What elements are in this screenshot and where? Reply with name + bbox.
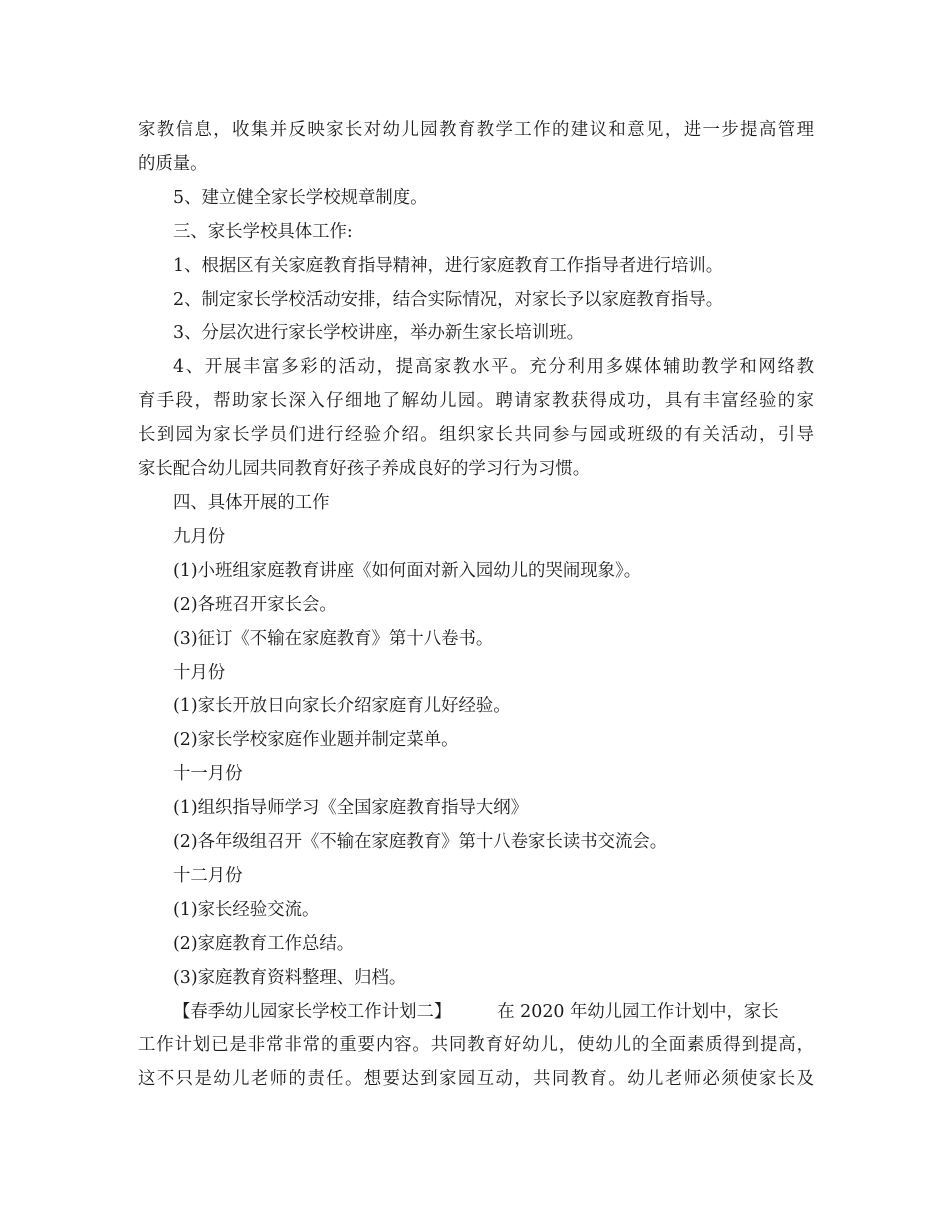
- text-line-6: 2、制定家长学校活动安排，结合实际情况，对家长予以家庭教育指导。: [173, 289, 724, 310]
- month-heading-december: 十二月份: [173, 865, 243, 886]
- text-line-7: 3、分层次进行家长学校讲座，举办新生家长培训班。: [173, 323, 585, 344]
- text-line-8: 4、开展丰富多彩的活动，提高家教水平。充分利用多媒体辅助教学和网络教: [173, 357, 814, 378]
- list-item: (2)家长学校家庭作业题并制定菜单。: [173, 730, 459, 751]
- document-body: [138, 114, 814, 1097]
- text-line-2: 的质量。: [138, 153, 208, 174]
- text-line-9: 育手段，帮助家长深入仔细地了解幼儿园。聘请家教获得成功，具有丰富经验的家: [138, 391, 814, 412]
- plan-two-line: [138, 996, 814, 1030]
- list-item: (3)家庭教育资料整理、归档。: [173, 967, 407, 988]
- text-line-11: 家长配合幼儿园共同教育好孩子养成良好的学习行为习惯。: [138, 459, 591, 480]
- list-item: (2)各班召开家长会。: [173, 594, 337, 615]
- text-line-3: 5、建立健全家长学校规章制度。: [173, 187, 428, 208]
- text-line-1: 家教信息，收集并反映家长对幼儿园教育教学工作的建议和意见，进一步提高管理: [138, 120, 814, 140]
- text-line-10: 长到园为家长学员们进行经验介绍。组织家长共同参与园或班级的有关活动，引导: [138, 425, 814, 446]
- list-item: (1)家长经验交流。: [173, 899, 320, 920]
- month-heading-september: 九月份: [173, 526, 226, 547]
- section-heading-4: 四、具体开展的工作: [173, 492, 330, 513]
- list-item: (1)组织指导师学习《全国家庭教育指导大纲》: [173, 798, 529, 819]
- plan-two-intro: 在 2020 年幼儿园工作计划中，家长: [497, 1001, 779, 1022]
- text-line-5: 1、根据区有关家庭教育指导精神，进行家庭教育工作指导者进行培训。: [173, 255, 724, 276]
- list-item: (3)征订《不输在家庭教育》第十八卷书。: [173, 628, 494, 649]
- month-heading-november: 十一月份: [173, 764, 243, 785]
- section-heading-3: 三、家长学校具体工作:: [173, 221, 353, 242]
- text-line-30: 这不只是幼儿老师的责任。想要达到家园互动，共同教育。幼儿老师必须使家长及: [138, 1069, 814, 1090]
- list-item: (1)家长开放日向家长介绍家庭育儿好经验。: [173, 696, 511, 717]
- plan-two-title: 【春季幼儿园家长学校工作计划二】: [173, 1001, 452, 1022]
- list-item: (2)家庭教育工作总结。: [173, 933, 355, 954]
- text-line-29: 工作计划已是非常非常的重要内容。共同教育好幼儿，使幼儿的全面素质得到提高，: [138, 1035, 814, 1056]
- month-heading-october: 十月份: [173, 662, 226, 683]
- list-item: (1)小班组家庭教育讲座《如何面对新入园幼儿的哭闹现象》。: [173, 560, 642, 581]
- list-item: (2)各年级组召开《不输在家庭教育》第十八卷家长读书交流会。: [173, 832, 668, 853]
